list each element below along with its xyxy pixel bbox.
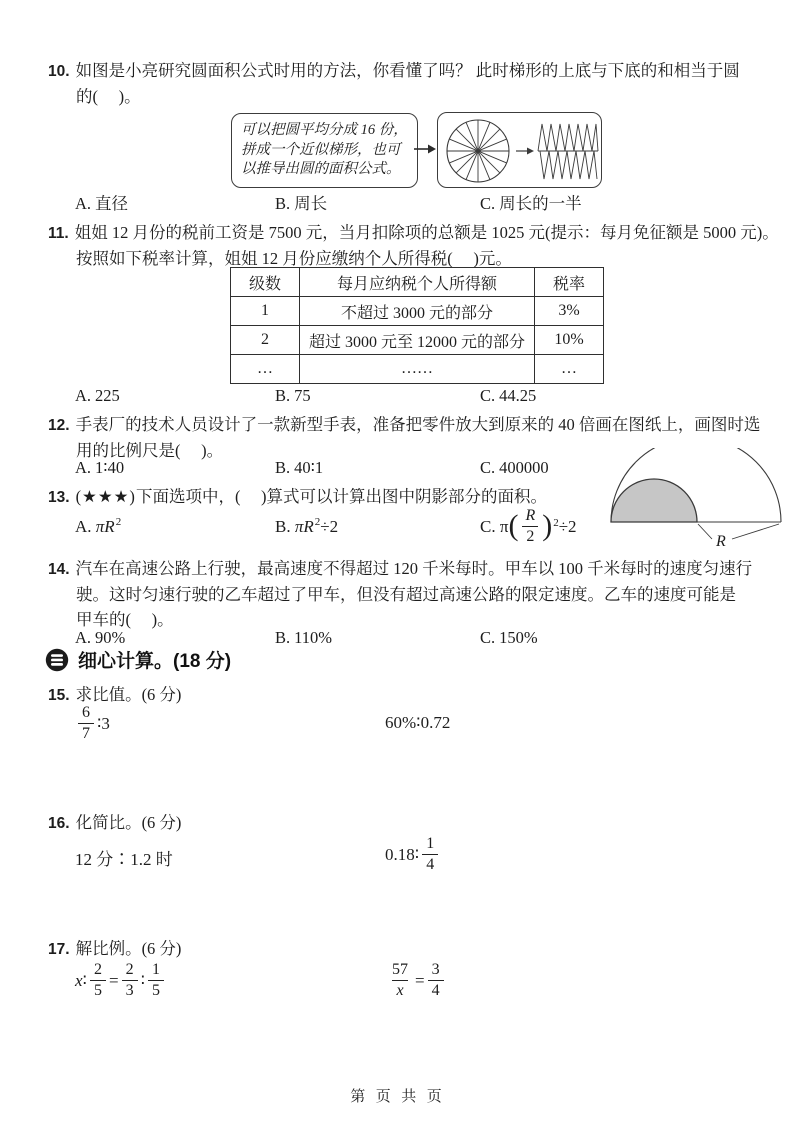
page-footer: 第 页 共 页: [350, 1089, 443, 1105]
fraction-numerator: 6: [82, 704, 90, 721]
question-15-number: 15.: [48, 687, 70, 704]
fraction-numerator: 1: [152, 961, 161, 978]
q13-option-a-label: A.: [75, 516, 92, 536]
question-17-number: 17.: [48, 941, 70, 958]
table-cell: 2: [231, 326, 300, 355]
q14-option-c-label: C.: [480, 628, 496, 647]
q14-option-b-label: B.: [275, 628, 291, 647]
fraction-numerator: 57: [392, 961, 408, 978]
q12-option-c-label: C.: [480, 458, 496, 477]
table-cell: 10%: [535, 326, 604, 355]
fraction-numerator: 2: [125, 961, 134, 978]
question-14-line2: 驶。这时匀速行驶的乙车超过了甲车，但没有超过高速公路的限定速度。乙车的速度可能是: [76, 585, 736, 604]
question-12-line1: [48, 412, 763, 438]
close-paren: ): [542, 508, 553, 542]
tax-table-row-1: [231, 297, 604, 326]
question-12-text1: 手表厂的技术人员设计了一款新型手表，准备把零件放大到原来的 40 倍画在图纸上，画图时选: [75, 415, 761, 434]
section-3-header: [45, 646, 231, 673]
question-14-line1: [48, 556, 763, 582]
question-11-line2: 按照如下税率计算，姐姐 12 月份应缴纳个人所得税( )元。: [76, 249, 512, 268]
q10-option-a: [75, 190, 128, 214]
fraction-numerator: R: [525, 507, 536, 524]
tax-rate-table: [230, 267, 604, 384]
q14-option-a-text: 90%: [95, 628, 126, 647]
question-16: [48, 810, 763, 836]
q11-option-b-text: 75: [294, 386, 311, 405]
q11-option-c-text: 44.25: [499, 386, 537, 405]
question-14-text1: 汽车在高速公路上行驶，最高速度不得超过 120 千米每时。甲车以 100 千米每时的速度匀速行: [75, 559, 753, 578]
table-cell: 超过 3000 元至 12000 元的部分: [300, 326, 535, 355]
q17-expr2-fraction-2: [428, 962, 444, 999]
question-10: [48, 58, 763, 109]
q10-option-a-label: A.: [75, 194, 92, 213]
table-cell: 不超过 3000 元的部分: [300, 297, 535, 326]
q11-option-a-text: 225: [95, 386, 120, 405]
table-cell: 3%: [535, 297, 604, 326]
question-10-number: 10.: [48, 63, 70, 80]
q11-option-c: [480, 386, 536, 406]
tax-table-row-2: [231, 326, 604, 355]
q17-expr1-fraction-2: [122, 962, 138, 999]
question-16-number: 16.: [48, 815, 70, 832]
q12-option-a: [75, 458, 124, 478]
q14-option-b-text: 110%: [294, 628, 333, 647]
fraction-numerator: 2: [93, 961, 102, 978]
q13-option-b: [275, 516, 338, 536]
q10-option-c-text: 周长的一半: [499, 194, 582, 213]
q12-option-b-text: 40∶1: [294, 458, 324, 477]
question-14: [48, 556, 763, 632]
question-10-text1: 如图是小亮研究圆面积公式时用的方法，你看懂了吗？ 此时梯形的上底与下底的和相当于圆: [75, 61, 740, 80]
question-12-number: 12.: [48, 417, 70, 434]
fraction-denominator: 7: [78, 723, 94, 742]
q12-option-b: [275, 458, 323, 478]
question-17-title: 解比例。(6 分): [75, 939, 182, 958]
question-16-title: 化简比。(6 分): [75, 813, 182, 832]
radius-label: R: [716, 533, 726, 550]
q13-option-b-exponent: 2: [314, 516, 321, 528]
q13-option-a: [75, 516, 121, 536]
section-three-icon: [45, 648, 69, 672]
fraction-denominator: x: [392, 980, 407, 999]
question-11: [48, 220, 779, 271]
q10-speech-bubble: [231, 113, 418, 188]
q12-option-a-text: 1∶40: [95, 458, 125, 477]
fraction-denominator: 5: [90, 980, 106, 999]
question-11-number: 11.: [48, 225, 69, 242]
fraction-denominator: 5: [148, 980, 164, 999]
q13-difficulty-stars: (★★★): [75, 487, 136, 506]
equals-sign: =: [415, 971, 425, 990]
q15-expression-2: 60%∶0.72: [385, 713, 451, 732]
q13-option-b-label: B.: [275, 516, 291, 536]
q10-circle-figure: [437, 112, 602, 188]
q14-option-a: [75, 628, 125, 648]
q16-expr2-prefix: 0.18∶: [385, 845, 420, 864]
q13-option-c: [480, 508, 577, 545]
q15-expr1-fraction: [78, 705, 94, 742]
question-10-line1: [48, 58, 763, 84]
q12-option-b-label: B.: [275, 458, 291, 477]
q10-option-b-text: 周长: [294, 194, 328, 213]
q13-shaded-area-figure: [605, 448, 791, 550]
question-11-line1: [48, 220, 779, 246]
q14-option-c: [480, 628, 538, 648]
question-11-text1: 姐姐 12 月份的税前工资是 7500 元，当月扣除项的总额是 1025 元(提示：每月免征额是 5000 元)。: [74, 223, 779, 242]
q13-option-b-formula: πR: [294, 516, 314, 536]
open-paren: (: [508, 508, 519, 542]
question-10-line2: 的( )。: [76, 87, 141, 106]
fraction-numerator: 1: [426, 835, 435, 852]
table-cell: …: [535, 355, 604, 384]
ratio-colon: ∶: [140, 971, 146, 990]
q10-bubble-line3: 以推导出圆的面积公式。: [241, 161, 401, 177]
semicircle-diagram: [605, 448, 791, 550]
question-14-line3: 甲车的( )。: [76, 610, 174, 629]
q13-option-c-suffix: ÷2: [558, 517, 577, 536]
q15-expr1-suffix: ∶3: [97, 714, 110, 733]
question-15-title-line: [48, 682, 763, 708]
section-3-title: 细心计算。(18 分): [78, 651, 232, 672]
q14-option-a-label: A.: [75, 628, 92, 647]
circle-to-trapezoid-diagram: [438, 113, 601, 187]
q13-option-a-exponent: 2: [115, 516, 122, 528]
q13-option-c-exponent: 2: [553, 516, 559, 529]
tax-header-level: 级数: [231, 268, 300, 297]
q17-expression-2: [385, 962, 447, 999]
q15-expression-1: [75, 705, 110, 742]
fraction-denominator: 4: [428, 980, 444, 999]
q13-option-b-suffix: ÷2: [320, 516, 339, 536]
question-15: [48, 682, 763, 708]
fraction-denominator: 2: [522, 526, 538, 545]
tax-header-income: 每月应纳税个人所得额: [300, 268, 535, 297]
q12-option-a-label: A.: [75, 458, 92, 477]
question-17: [48, 936, 763, 962]
q11-option-a: [75, 386, 120, 406]
q17-expression-1: [75, 962, 167, 999]
fraction-denominator: 4: [422, 854, 438, 873]
q17-expr1-fraction-3: [148, 962, 164, 999]
q17-expr1-variable: x: [75, 971, 83, 990]
fraction-denominator: 3: [122, 980, 138, 999]
tax-header-rate: 税率: [535, 268, 604, 297]
q14-option-b: [275, 628, 332, 648]
tax-table-row-3: [231, 355, 604, 384]
q16-expr2-fraction: [422, 836, 438, 873]
q10-option-b: [275, 190, 327, 214]
q13-option-a-formula: πR: [95, 516, 115, 536]
question-17-title-line: [48, 936, 763, 962]
question-12-line2: 用的比例尺是( )。: [76, 441, 224, 460]
question-13-text: 下面选项中，( )算式可以计算出图中阴影部分的面积。: [135, 487, 548, 506]
q14-option-c-text: 150%: [499, 628, 538, 647]
question-13: [48, 484, 608, 510]
q11-option-b-label: B.: [275, 386, 291, 405]
q11-option-a-label: A.: [75, 386, 92, 405]
right-arrow-icon: [414, 142, 436, 156]
q10-option-c: [480, 190, 582, 214]
table-cell: …: [231, 355, 300, 384]
table-cell: 1: [231, 297, 300, 326]
q16-expression-2: [385, 836, 441, 873]
question-13-line1: [48, 484, 608, 510]
q12-option-c: [480, 458, 549, 478]
ratio-colon: ∶: [82, 971, 87, 990]
q13-option-c-pi: π: [499, 517, 509, 536]
q17-expr2-fraction-1: [388, 962, 412, 999]
tax-table-header-row: [231, 268, 604, 297]
q10-option-b-label: B.: [275, 194, 291, 213]
q11-option-c-label: C.: [480, 386, 496, 405]
equals-sign: =: [108, 971, 119, 990]
q16-expression-1: 12 分∶1.2 时: [75, 850, 173, 869]
table-cell: ……: [300, 355, 535, 384]
fraction-numerator: 3: [431, 961, 440, 978]
q10-option-c-label: C.: [480, 194, 496, 213]
q17-expr1-fraction-1: [90, 962, 106, 999]
question-14-number: 14.: [48, 561, 70, 578]
q12-option-c-text: 400000: [499, 458, 549, 477]
q11-option-b: [275, 386, 311, 406]
q13-option-c-label: C.: [480, 517, 496, 536]
question-13-number: 13.: [48, 489, 70, 506]
q10-bubble-line2: 拼成一个近似梯形，也可: [241, 141, 401, 158]
question-16-title-line: [48, 810, 763, 836]
q10-option-a-text: 直径: [95, 194, 129, 213]
q10-bubble-line1: 可以把圆平均分成 16 份，: [241, 122, 408, 138]
question-15-title: 求比值。(6 分): [75, 685, 182, 704]
q13-option-c-fraction: [521, 508, 539, 545]
